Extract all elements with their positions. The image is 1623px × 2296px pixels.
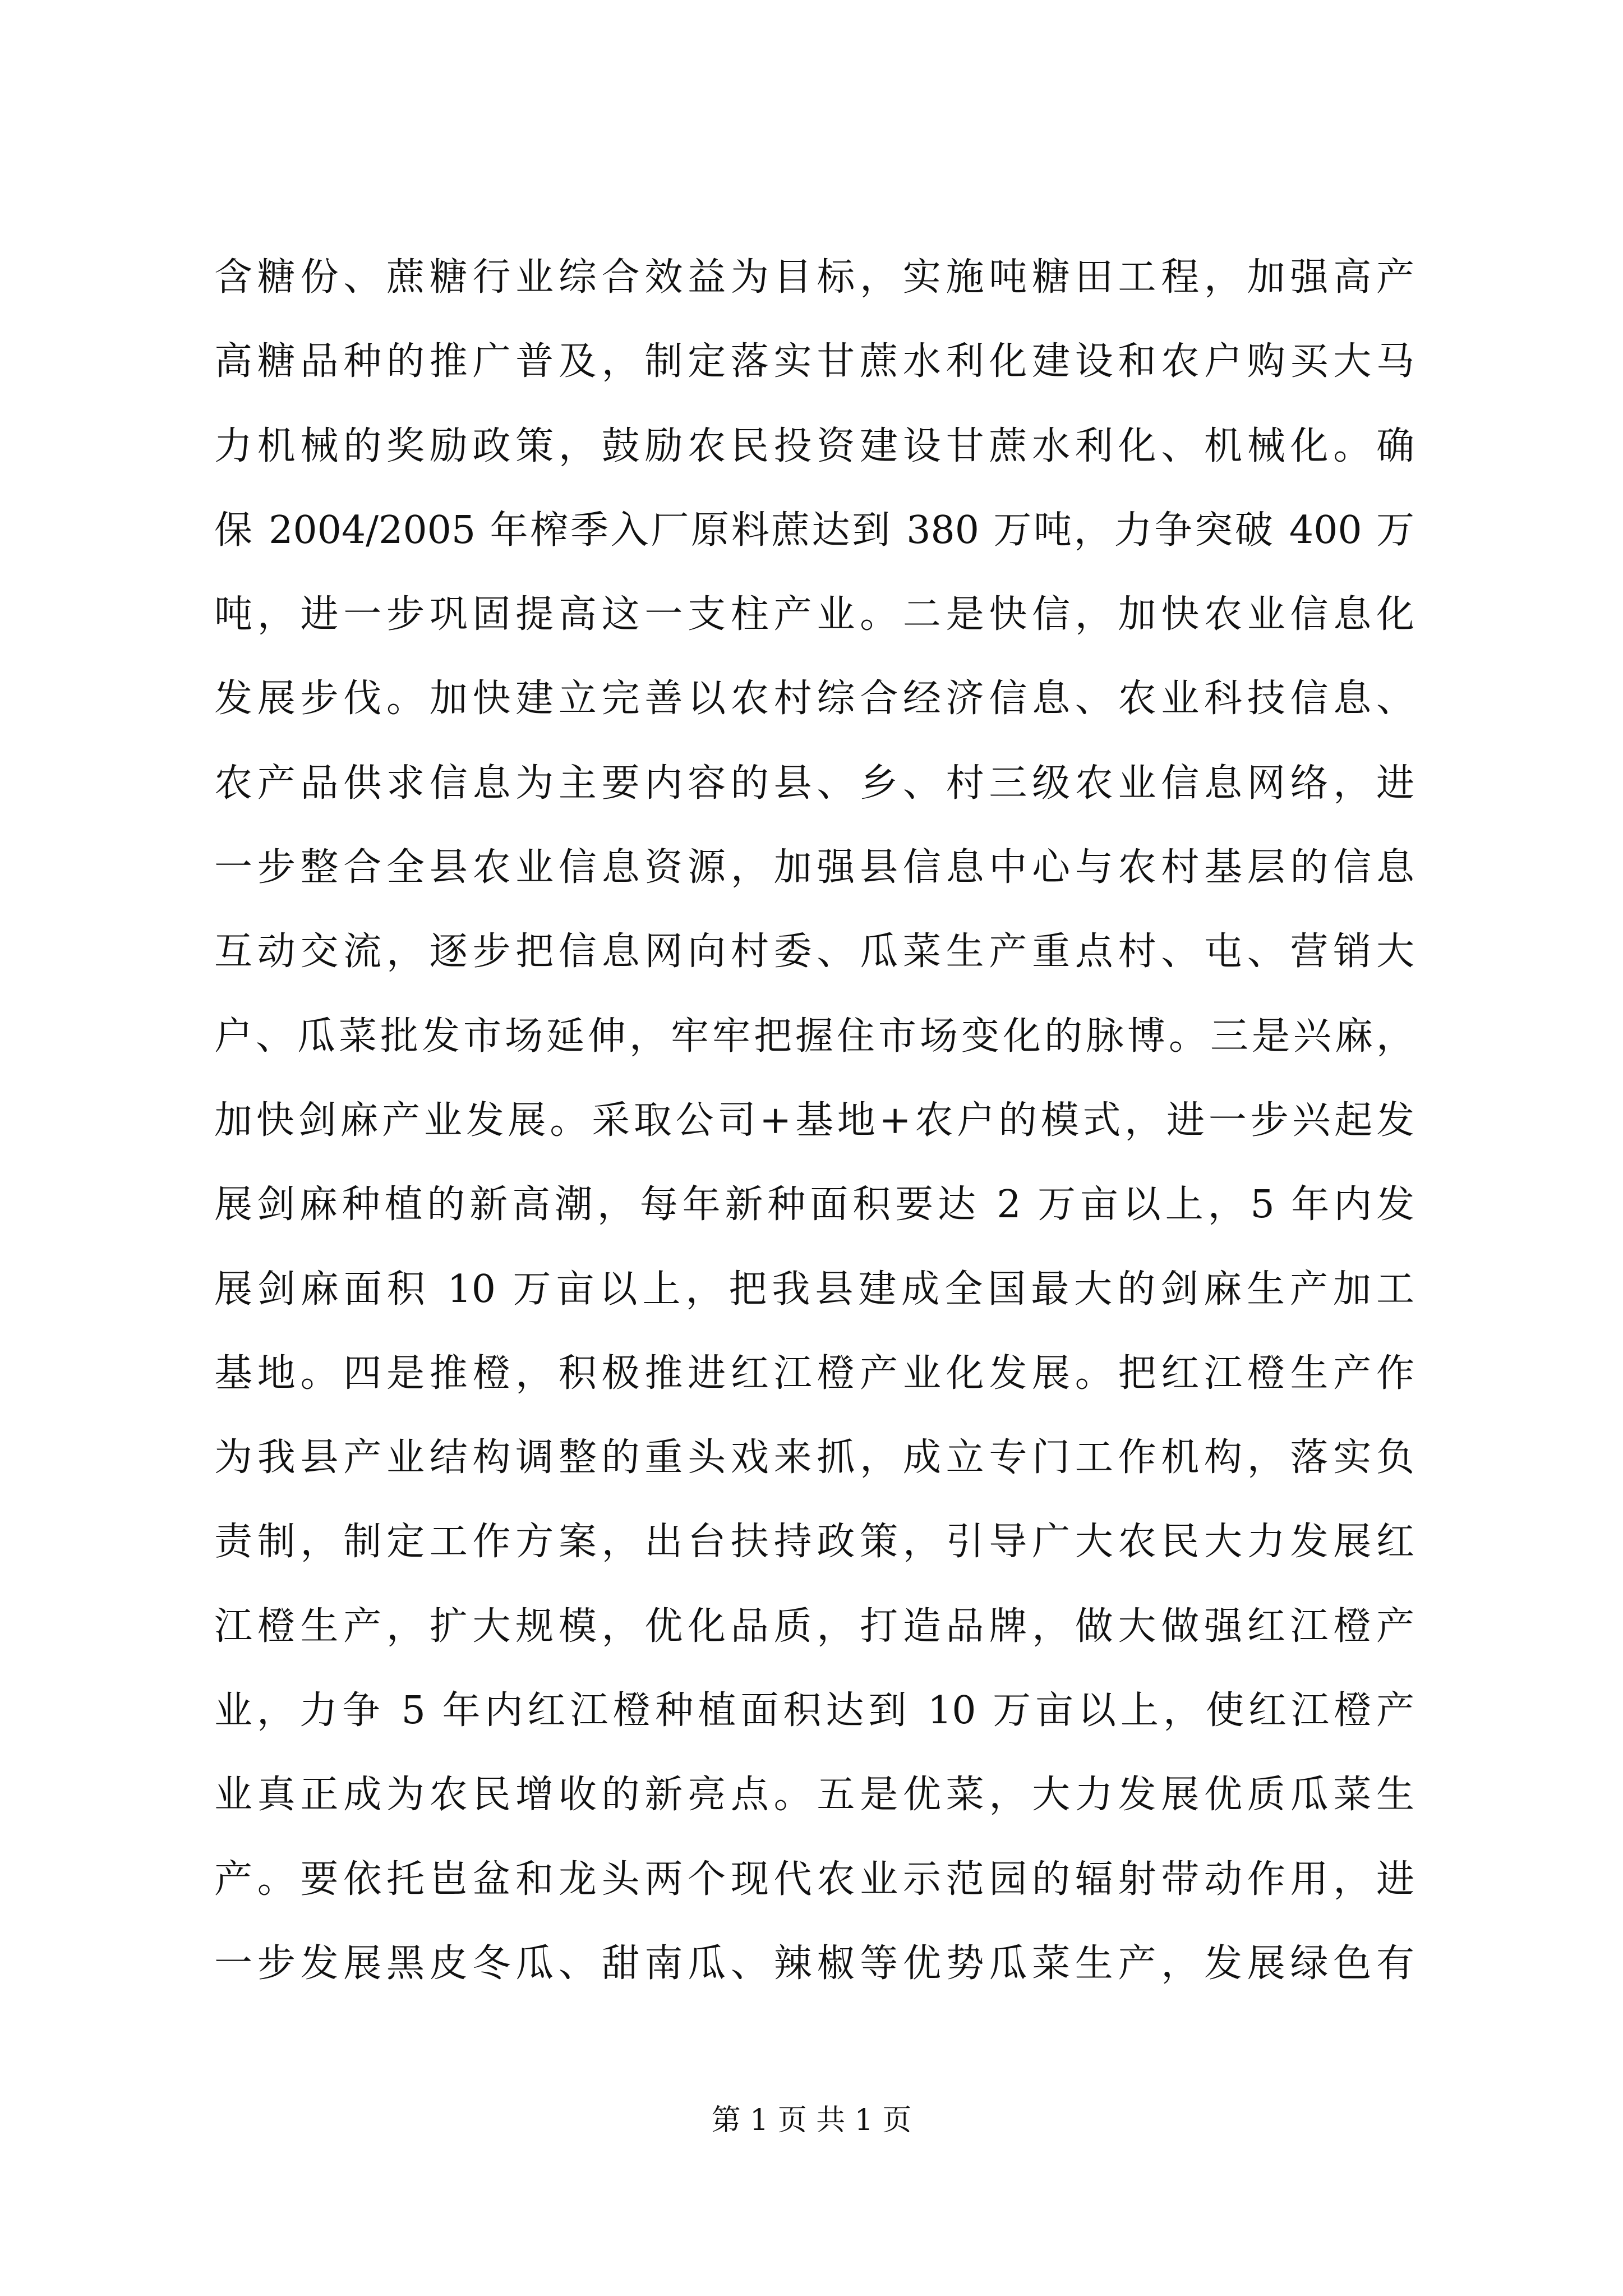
text-line: 含糖份、蔗糖行业综合效益为目标，实施吨糖田工程，加强高产 xyxy=(214,255,1414,300)
text-line: 责制，制定工作方案，出台扶持政策，引导广大农民大力发展红 xyxy=(214,1520,1414,1565)
text-line: 为我县产业结构调整的重头戏来抓，成立专门工作机构，落实负 xyxy=(214,1435,1414,1480)
text-line: 力机械的奖励政策，鼓励农民投资建设甘蔗水利化、机械化。确 xyxy=(214,424,1414,468)
body-paragraph xyxy=(214,236,1414,2006)
text-line: 一步整合全县农业信息资源，加强县信息中心与农村基层的信息 xyxy=(214,845,1414,890)
text-line: 户、瓜菜批发市场延伸，牢牢把握住市场变化的脉博。三是兴麻， xyxy=(214,1014,1414,1059)
text-line: 吨，进一步巩固提高这一支柱产业。二是快信，加快农业信息化 xyxy=(214,592,1414,637)
text-line: 基地。四是推橙，积极推进红江橙产业化发展。把红江橙生产作 xyxy=(214,1351,1414,1396)
text-line: 加快剑麻产业发展。采取公司+基地+农户的模式，进一步兴起发 xyxy=(214,1098,1414,1143)
text-line: 产。要依托岜盆和龙头两个现代农业示范园的辐射带动作用，进 xyxy=(214,1857,1414,1902)
page-number-label: 第 1 页 共 1 页 xyxy=(711,2104,912,2137)
text-line: 展剑麻种植的新高潮，每年新种面积要达 2 万亩以上，5 年内发 xyxy=(214,1182,1414,1227)
text-line: 高糖品种的推广普及，制定落实甘蔗水利化建设和农户购买大马 xyxy=(214,339,1414,384)
text-line: 展剑麻面积 10 万亩以上，把我县建成全国最大的剑麻生产加工 xyxy=(214,1267,1414,1312)
page-footer xyxy=(0,2101,1623,2140)
text-line: 一步发展黑皮冬瓜、甜南瓜、辣椒等优势瓜菜生产，发展绿色有 xyxy=(214,1941,1414,1986)
text-line: 业，力争 5 年内红江橙种植面积达到 10 万亩以上，使红江橙产 xyxy=(214,1688,1414,1733)
text-line: 业真正成为农民增收的新亮点。五是优菜，大力发展优质瓜菜生 xyxy=(214,1773,1414,1818)
text-line: 发展步伐。加快建立完善以农村综合经济信息、农业科技信息、 xyxy=(214,677,1414,721)
text-line: 互动交流，逐步把信息网向村委、瓜菜生产重点村、屯、营销大 xyxy=(214,930,1414,974)
text-line: 江橙生产，扩大规模，优化品质，打造品牌，做大做强红江橙产 xyxy=(214,1604,1414,1649)
text-line: 农产品供求信息为主要内容的县、乡、村三级农业信息网络，进 xyxy=(214,761,1414,806)
text-line: 保 2004/2005 年榨季入厂原料蔗达到 380 万吨，力争突破 400 万 xyxy=(214,508,1414,553)
